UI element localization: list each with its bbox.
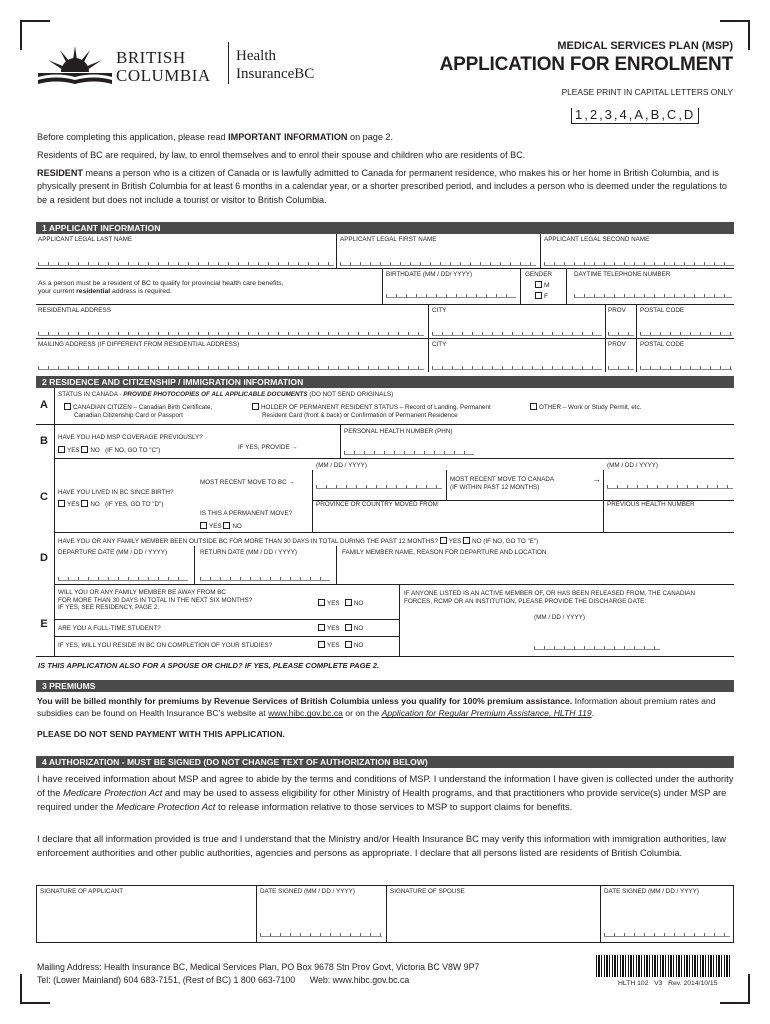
mail-city-input[interactable] (432, 366, 602, 370)
divider (256, 885, 257, 943)
print-note: PLEASE PRINT IN CAPITAL LETTERS ONLY (561, 87, 733, 97)
authorization-paragraph-1: I have received information about MSP and agree to abide by the terms and conditions of MSP. I understand the information I have given is collected under the authority of the Medicare Protection Act and may be used to assess eligibility for other Ministry of Health programs, and that practitioners who provide service(s) under MSP are required under the Medicare Protection Act to release information relative to those services to MSP to support claims for benefits. (37, 773, 734, 812)
divider (54, 532, 734, 533)
c-recent-bc: MOST RECENT MOVE TO BC → (200, 479, 295, 486)
postal-input[interactable] (640, 332, 732, 336)
label-mail-city: CITY (432, 341, 447, 348)
c-date-label-1: (MM / DD / YYYY) (316, 462, 367, 469)
logo-health-line2: InsuranceBC (236, 66, 315, 82)
city-input[interactable] (432, 332, 602, 336)
second-name-input[interactable] (544, 262, 734, 266)
form-subtitle: MEDICAL SERVICES PLAN (MSP) (557, 40, 733, 52)
b-if-yes: IF YES, PROVIDE → (238, 444, 298, 451)
authorization-paragraph-2: I declare that all information provided is true and I understand that the Ministry and/or Health Insurance BC may verify this information with immigration authorities, law enforcement authorities and other public authorities, agencies and persons as appropriate. I declare that all persons listed are residents of British Columbia. (37, 833, 726, 858)
divider (603, 500, 604, 532)
e1-yes-checkbox[interactable] (318, 599, 325, 606)
c-recent-canada: MOST RECENT MOVE TO CANADA (IF WITHIN PAST 12 MONTHS) (450, 476, 555, 491)
divider (54, 584, 734, 585)
label-residential-address: RESIDENTIAL ADDRESS (38, 307, 111, 314)
gender-f-option[interactable]: F (535, 292, 548, 301)
barcode (596, 955, 732, 977)
sample-text: 1,2,3,4,A,B,C,D (575, 107, 696, 122)
section-1-header: 1 APPLICANT INFORMATION (36, 222, 734, 234)
divider (636, 304, 637, 338)
divider (36, 304, 734, 305)
citizen-option[interactable]: CANADIAN CITIZEN – Canadian Birth Certificate, Canadian Citizenship Card or Passport (64, 403, 212, 419)
logo-health-line1: Health (236, 48, 276, 64)
e-q2-answer[interactable]: YES NO (318, 624, 363, 633)
row-c-letter: C (40, 491, 48, 503)
label-first-name: APPLICANT LEGAL FIRST NAME (340, 236, 437, 243)
gender-f-checkbox[interactable] (535, 292, 542, 299)
spouse-child-note: IS THIS APPLICATION ALSO FOR A SPOUSE OR CHILD? IF YES, PLEASE COMPLETE PAGE 2. (38, 661, 380, 670)
e-q1-answer[interactable]: YES NO (318, 599, 363, 608)
phn-input[interactable] (344, 451, 474, 455)
divider (36, 268, 734, 269)
divider (566, 268, 567, 304)
phone-input[interactable] (574, 294, 732, 298)
divider (600, 885, 601, 943)
divider (336, 546, 337, 584)
crop-mark-bottom-right (720, 974, 750, 1004)
date-signed-2-input[interactable] (604, 933, 730, 937)
divider (340, 424, 341, 458)
e-q3-answer[interactable]: YES NO (318, 641, 363, 650)
row-b-letter: B (40, 435, 48, 447)
premiums-text: You will be billed monthly for premiums by Revenue Services of British Columbia unless you qualify for 100% premium assistance. Information about premium rates and subsidies can be found on Health Insurance BC’s website at www.hibc.gov.bc.ca or on the Application for Regular Premium Assistance, HLTH 119. (37, 696, 716, 719)
divider (636, 338, 637, 372)
e3-yes-checkbox[interactable] (318, 641, 325, 648)
resident-definition: RESIDENT means a person who is a citizen of Canada or is lawfully admitted to Canada for permanent residence, who makes his or her home in British Columbia, and is physically present in British Columbia for at least 6 months in a calendar year, or a shorter prescribed period, and includes a person who is deemed under the regulations to be a resident but does not include a tourist or visitor to British Columbia. (37, 168, 727, 205)
first-name-input[interactable] (340, 262, 536, 266)
e-question-1: WILL YOU OR ANY FAMILY MEMBER BE AWAY FROM BC FOR MORE THAN 30 DAYS IN TOTAL IN THE NEXT SIX MONTHS? IF YES, SEE RESIDENCY, PAGE 2. (58, 589, 253, 611)
residency-note: As a person must be a resident of BC to qualify for provincial health care benefits, your current residential address is required. (38, 280, 284, 295)
date-signed-input[interactable] (260, 933, 382, 937)
label-province-from: PROVINCE OR COUNTRY MOVED FROM (316, 501, 438, 508)
c-perm-answer[interactable]: YES NO (200, 522, 242, 531)
divider (54, 458, 734, 459)
c-answer[interactable]: YES NO (IF YES, GO TO "D") (58, 500, 163, 509)
divider (54, 636, 399, 637)
logo-bc-line1: BRITISH (116, 48, 186, 67)
label-departure: DEPARTURE DATE (MM / DD / YYYY) (58, 549, 168, 556)
row-a-letter: A (40, 399, 48, 411)
e2-yes-checkbox[interactable] (318, 624, 325, 631)
other-checkbox[interactable] (530, 403, 537, 410)
b-question: HAVE YOU HAD MSP COVERAGE PREVIOUSLY? (58, 434, 203, 441)
c-date-label-2: (MM / DD / YYYY) (607, 462, 658, 469)
divider (386, 885, 387, 943)
label-phn: PERSONAL HEALTH NUMBER (PHN) (344, 428, 453, 435)
divider (36, 338, 734, 339)
discharge-date-input[interactable] (534, 646, 660, 650)
footer-contact: Tel: (Lower Mainland) 604 683-7151, (Rest of BC) 1 800 663-7100 Web: www.hibc.gov.bc.ca (37, 975, 410, 985)
divider (382, 268, 383, 304)
row-d-letter: D (40, 552, 48, 564)
bc-sun-icon (36, 40, 114, 86)
section-4-header: 4 AUTHORIZATION - MUST BE SIGNED (DO NOT CHANGE TEXT OF AUTHORIZATION BELOW) (36, 756, 734, 768)
form-id: HLTH 102 V3 Rev. 2014/10/15 (618, 980, 718, 987)
mail-prov-input[interactable] (608, 366, 634, 370)
divider (54, 619, 399, 620)
divider (540, 234, 541, 268)
label-discharge-date: (MM / DD / YYYY) (534, 614, 585, 621)
bc-logo (36, 38, 315, 90)
pr-checkbox[interactable] (252, 403, 259, 410)
d-no-checkbox[interactable] (463, 537, 470, 544)
e-question-2: ARE YOU A FULL-TIME STUDENT? (58, 625, 161, 632)
divider (428, 338, 429, 372)
applicant-signature-field[interactable] (38, 898, 254, 941)
label-birthdate: BIRTHDATE (MM / DD/ YYYY) (386, 271, 473, 278)
move-bc-date-input[interactable] (316, 485, 442, 489)
logo-bc-line2: COLUMBIA (116, 66, 211, 85)
label-prov: PROV (608, 307, 626, 314)
e1-no-checkbox[interactable] (345, 599, 352, 606)
spouse-signature-field[interactable] (388, 898, 598, 941)
label-last-name: APPLICANT LEGAL LAST NAME (38, 236, 133, 243)
label-prev-phn: PREVIOUS HEALTH NUMBER (607, 501, 695, 508)
b-answer[interactable]: YES NO (IF NO, GO TO "C") (58, 446, 160, 455)
e-question-3: IF YES, WILL YOU RESIDE IN BC ON COMPLETION OF YOUR STUDIES? (58, 642, 273, 649)
label-return: RETURN DATE (MM / DD / YYYY) (200, 549, 298, 556)
no-payment-note: PLEASE DO NOT SEND PAYMENT WITH THIS APPLICATION. (37, 729, 285, 739)
divider (312, 500, 313, 532)
c-question: HAVE YOU LIVED IN BC SINCE BIRTH? (58, 489, 174, 496)
label-mail-postal: POSTAL CODE (640, 341, 685, 348)
pr-option[interactable]: HOLDER OF PERMANENT RESIDENT STATUS – Record of Landing, Permanent Resident Card (front & back) or Confirmation of Permanent Residence (252, 403, 491, 419)
divider (312, 470, 313, 500)
label-postal: POSTAL CODE (640, 307, 685, 314)
arrow-icon: → (592, 474, 601, 484)
section-3-header: 3 PREMIUMS (36, 680, 734, 692)
divider (428, 304, 429, 338)
label-family: FAMILY MEMBER NAME, REASON FOR DEPARTURE AND LOCATION (342, 549, 547, 556)
form-title: APPLICATION FOR ENROLMENT (439, 54, 733, 75)
divider (603, 470, 604, 500)
hibc-website-link[interactable]: www.hibc.gov.bc.ca (268, 708, 343, 719)
capital-letters-sample (571, 108, 699, 124)
c-permanent: IS THIS A PERMANENT MOVE? (200, 510, 293, 517)
move-canada-date-input[interactable] (607, 485, 733, 489)
e3-no-checkbox[interactable] (345, 641, 352, 648)
label-signature-applicant: SIGNATURE OF APPLICANT (40, 888, 124, 895)
gender-m-option[interactable]: M (535, 281, 550, 290)
label-date-signed: DATE SIGNED (MM / DD / YYYY) (260, 888, 355, 895)
divider (194, 546, 195, 584)
mail-postal-input[interactable] (640, 366, 732, 370)
section-2-header: 2 RESIDENCE AND CITIZENSHIP / IMMIGRATION INFORMATION (36, 376, 734, 388)
d-yes-checkbox[interactable] (440, 537, 447, 544)
residential-address-input[interactable] (38, 332, 424, 336)
divider (36, 656, 734, 657)
intro-paragraph-1: Before completing this application, please read IMPORTANT INFORMATION on page 2. (37, 132, 393, 142)
label-mail-prov: PROV (608, 341, 626, 348)
return-date-input[interactable] (200, 577, 330, 581)
d-question[interactable]: HAVE YOU OR ANY FAMILY MEMBER BEEN OUTSIDE BC FOR MORE THAN 30 DAYS IN TOTAL DURING THE PAST 12 MONTHS? YES NO (IF NO, GO TO "E") (58, 538, 539, 545)
mailing-address-input[interactable] (38, 366, 424, 370)
label-signature-spouse: SIGNATURE OF SPOUSE (390, 888, 465, 895)
prov-input[interactable] (608, 332, 634, 336)
divider (36, 424, 734, 425)
divider (605, 304, 606, 338)
divider (54, 388, 55, 656)
perm-no-checkbox[interactable] (223, 522, 230, 529)
e2-no-checkbox[interactable] (345, 624, 352, 631)
logo-divider (228, 42, 229, 84)
c-no-checkbox[interactable] (81, 500, 88, 507)
e-forces-text: IF ANYONE LISTED IS AN ACTIVE MEMBER OF, OR HAS BEEN RELEASED FROM, THE CANADIAN FORCES, RCMP OR AN INSTITUTION, PLEASE PROVIDE THE DISCHARGE DATE: (404, 590, 695, 605)
last-name-input[interactable] (38, 262, 334, 266)
intro-paragraph-2: Residents of BC are required, by law, to enrol themselves and to enrol their spouse and children who are residents of BC. (37, 150, 526, 160)
other-option[interactable]: OTHER – Work or Study Permit, etc. (530, 403, 641, 412)
premium-assistance-link[interactable]: Application for Regular Premium Assistance, HLTH 119 (381, 708, 592, 719)
label-mailing-address: MAILING ADDRESS (IF DIFFERENT FROM RESIDENTIAL ADDRESS) (38, 341, 240, 348)
divider (336, 234, 337, 268)
label-gender: GENDER (525, 271, 552, 278)
divider (605, 338, 606, 372)
c-yes-checkbox[interactable] (58, 500, 65, 507)
label-phone: DAYTIME TELEPHONE NUMBER (574, 271, 671, 278)
row-e-letter: E (40, 618, 48, 630)
gender-m-checkbox[interactable] (535, 281, 542, 288)
citizen-checkbox[interactable] (64, 403, 71, 410)
birthdate-input[interactable] (386, 294, 516, 298)
label-date-signed-2: DATE SIGNED (MM / DD / YYYY) (604, 888, 699, 895)
label-city: CITY (432, 307, 447, 314)
b-no-checkbox[interactable] (81, 446, 88, 453)
departure-date-input[interactable] (58, 577, 188, 581)
divider (520, 268, 521, 304)
divider (399, 584, 400, 656)
footer-mailing-address: Mailing Address: Health Insurance BC, Medical Services Plan, PO Box 9678 Stn Prov Govt, Victoria BC V8W 9P7 (37, 962, 480, 972)
perm-yes-checkbox[interactable] (200, 522, 207, 529)
divider (446, 470, 447, 500)
status-label: STATUS IN CANADA - PROVIDE PHOTOCOPIES OF ALL APPLICABLE DOCUMENTS (DO NOT SEND ORIGINALS) (58, 391, 394, 398)
b-yes-checkbox[interactable] (58, 446, 65, 453)
label-second-name: APPLICANT LEGAL SECOND NAME (544, 236, 650, 243)
